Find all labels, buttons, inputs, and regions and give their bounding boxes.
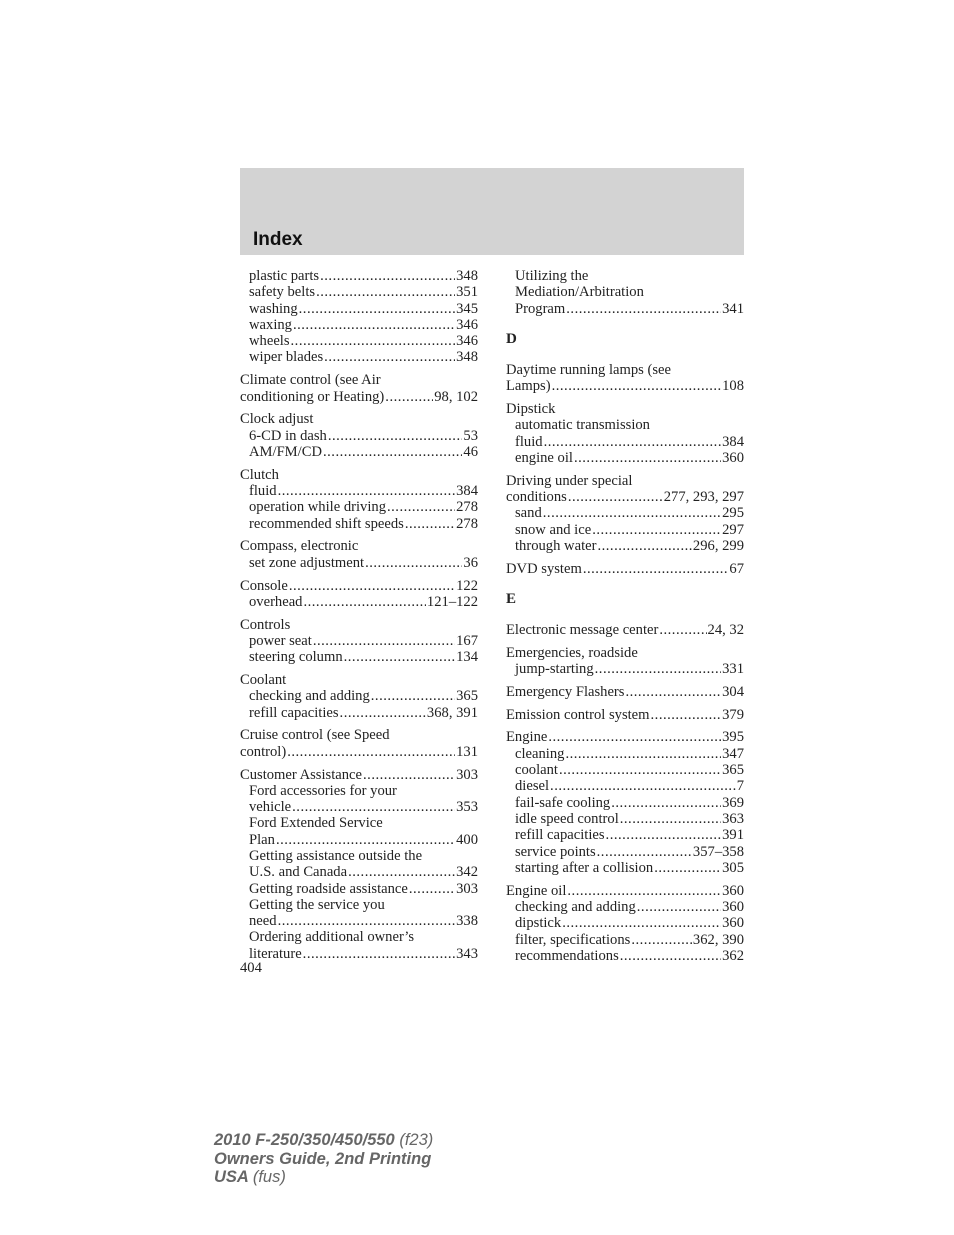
page-number: 404 [240, 960, 262, 976]
index-entry-line [506, 883, 744, 899]
entry-page-ref: 24, 32 [707, 621, 744, 638]
index-entry-line [506, 729, 744, 745]
entry-page-ref: 346 [456, 333, 478, 350]
entry-term: Ordering additional owner’s [249, 929, 415, 946]
entry-page-ref: 296, 299 [692, 537, 744, 554]
dot-leader [365, 555, 462, 571]
entry-term: jump-starting [515, 661, 594, 678]
dot-leader [583, 561, 729, 577]
footer-line-2: Owners Guide, 2nd Printing [214, 1149, 432, 1168]
entry-page-ref: 395 [722, 729, 744, 746]
entry-term: Getting roadside assistance [249, 880, 408, 897]
dot-leader [611, 795, 721, 811]
entry-term: cleaning [515, 745, 565, 762]
dot-leader [631, 932, 692, 948]
entry-term: Emergencies, roadside [506, 644, 638, 661]
index-entry [240, 411, 478, 460]
index-column-left [240, 268, 478, 969]
index-entry-line [240, 672, 478, 688]
index-entry [506, 622, 744, 638]
entry-page-ref: 348 [456, 349, 478, 366]
entry-page-ref: 345 [456, 300, 478, 317]
entry-term: vehicle [249, 799, 292, 816]
index-subentry-line [240, 268, 478, 284]
dot-leader [567, 883, 721, 899]
index-entry [240, 727, 478, 760]
entry-term: waxing [249, 316, 292, 333]
index-subentry-line [506, 899, 744, 915]
index-subentry-line [240, 649, 478, 665]
dot-leader [550, 778, 736, 794]
entry-term: refill capacities [249, 704, 339, 721]
index-entry-line [506, 561, 744, 577]
index-subentry-line [240, 594, 478, 610]
entry-page-ref: 362 [722, 947, 744, 964]
index-subentry-line [240, 633, 478, 649]
index-entry-line [240, 538, 478, 554]
entry-term: Mediation/Arbitration [515, 284, 644, 301]
entry-term: U.S. and Canada [249, 864, 348, 881]
dot-leader [597, 844, 692, 860]
entry-term: Dipstick [506, 400, 556, 417]
index-entry [240, 578, 478, 611]
entry-term: Coolant [240, 672, 287, 689]
entry-page-ref: 351 [456, 284, 478, 301]
section-letter: E [506, 590, 517, 607]
entry-term: Clutch [240, 466, 279, 483]
dot-leader [544, 434, 722, 450]
index-subentry-line [240, 555, 478, 571]
dot-leader [303, 946, 455, 962]
dot-leader [287, 744, 455, 760]
entry-term: engine oil [515, 449, 573, 466]
index-entry [506, 268, 744, 317]
index-subentry-line [506, 434, 744, 450]
index-subentry-line [506, 284, 744, 300]
index-entry [506, 707, 744, 723]
index-subentry-line [240, 799, 478, 815]
entry-term: checking and adding [515, 898, 636, 915]
dot-leader [385, 389, 433, 405]
entry-term: fail-safe cooling [515, 794, 611, 811]
entry-term: literature [249, 945, 302, 962]
index-entry-line [506, 401, 744, 417]
dot-leader [278, 913, 456, 929]
entry-term: Emergency Flashers [506, 683, 625, 700]
index-subentry-line [506, 860, 744, 876]
dot-leader [348, 864, 455, 880]
index-subentry-line [240, 688, 478, 704]
entry-term: diesel [515, 778, 550, 795]
dot-leader [654, 860, 721, 876]
entry-term: recommended shift speeds [249, 515, 404, 532]
entry-term: fluid [515, 433, 543, 450]
index-entry [506, 883, 744, 964]
index-subentry-line [240, 499, 478, 515]
index-subentry-line [240, 783, 478, 799]
index-subentry-line [240, 483, 478, 499]
entry-page-ref: 295 [722, 505, 744, 522]
entry-page-ref: 384 [722, 433, 744, 450]
entry-term: control) [240, 743, 287, 760]
entry-term: Compass, electronic [240, 538, 359, 555]
dot-leader [651, 707, 722, 723]
entry-term: safety belts [249, 284, 316, 301]
entry-page-ref: 379 [722, 706, 744, 723]
entry-term: Cruise control (see Speed [240, 727, 390, 744]
entry-term: Emission control system [506, 706, 650, 723]
entry-term: Console [240, 577, 288, 594]
entry-term: checking and adding [249, 688, 370, 705]
dot-leader [606, 827, 722, 843]
index-subentry-line [240, 705, 478, 721]
index-entry-line [240, 744, 478, 760]
entry-page-ref: 331 [722, 661, 744, 678]
entry-term: operation while driving [249, 499, 386, 516]
index-subentry-line [240, 317, 478, 333]
index-subentry-line [506, 505, 744, 521]
document-footer [214, 1131, 433, 1187]
entry-page-ref: 346 [456, 316, 478, 333]
dot-leader [371, 688, 455, 704]
dot-leader [559, 762, 721, 778]
entry-page-ref: 303 [456, 766, 478, 783]
entry-page-ref: 121–122 [426, 593, 478, 610]
index-subentry-line [240, 428, 478, 444]
entry-term: wiper blades [249, 349, 324, 366]
entry-term: snow and ice [515, 521, 592, 538]
entry-term: Getting the service you [249, 896, 385, 913]
index-subentry-line [240, 864, 478, 880]
index-entry-line [240, 578, 478, 594]
entry-page-ref: 305 [722, 859, 744, 876]
entry-page-ref: 360 [722, 449, 744, 466]
dot-leader [323, 444, 462, 460]
entry-page-ref: 391 [722, 827, 744, 844]
entry-page-ref: 360 [722, 898, 744, 915]
index-subentry-line [240, 516, 478, 532]
index-entry-line [506, 707, 744, 723]
entry-page-ref: 343 [456, 945, 478, 962]
entry-page-ref: 278 [456, 515, 478, 532]
dot-leader [574, 450, 721, 466]
dot-leader [568, 489, 663, 505]
entry-page-ref: 303 [456, 880, 478, 897]
index-subentry-line [240, 848, 478, 864]
entry-term: power seat [249, 632, 312, 649]
entry-term: Driving under special [506, 472, 633, 489]
index-entry-line [240, 411, 478, 427]
entry-term: washing [249, 300, 298, 317]
entry-page-ref: 360 [722, 882, 744, 899]
index-subentry-line [506, 948, 744, 964]
entry-term: sand [515, 505, 542, 522]
dot-leader [409, 881, 455, 897]
index-entry [240, 372, 478, 405]
entry-term: Controls [240, 616, 291, 633]
footer-line-1 [214, 1131, 433, 1150]
dot-leader [328, 428, 463, 444]
entry-term: idle speed control [515, 810, 619, 827]
entry-page-ref: 53 [463, 427, 478, 444]
index-subentry-line [240, 301, 478, 317]
dot-leader [324, 349, 455, 365]
entry-term: dipstick [515, 915, 562, 932]
dot-leader [592, 522, 721, 538]
entry-page-ref: 347 [722, 745, 744, 762]
index-subentry-line [506, 538, 744, 554]
entry-term: fluid [249, 483, 277, 500]
section-letter: D [506, 330, 517, 347]
index-entry-line [506, 645, 744, 661]
entry-term: Electronic message center [506, 621, 659, 638]
dot-leader [548, 729, 721, 745]
entry-page-ref: 277, 293, 297 [663, 488, 744, 505]
entry-term: conditioning or Heating) [240, 388, 385, 405]
entry-page-ref: 365 [456, 688, 478, 705]
index-subentry-line [506, 746, 744, 762]
dot-leader [303, 594, 425, 610]
index-entry-line [506, 684, 744, 700]
entry-page-ref: 108 [722, 378, 744, 395]
dot-leader [344, 649, 455, 665]
entry-page-ref: 357–358 [692, 843, 744, 860]
dot-leader [566, 301, 721, 317]
entry-page-ref: 131 [456, 743, 478, 760]
entry-term: automatic transmission [515, 417, 650, 434]
index-subentry-line [240, 832, 478, 848]
index-subentry-line [506, 522, 744, 538]
index-entry [240, 538, 478, 571]
index-subentry-line [506, 450, 744, 466]
dot-leader [597, 538, 691, 554]
entry-page-ref: 46 [463, 443, 478, 460]
entry-page-ref: 297 [722, 521, 744, 538]
index-entry [506, 645, 744, 678]
entry-term: Lamps) [506, 378, 551, 395]
index-subentry-line [240, 946, 478, 962]
index-entry [506, 362, 744, 395]
entry-term: Ford Extended Service [249, 815, 383, 832]
entry-page-ref: 67 [729, 560, 744, 577]
dot-leader [387, 499, 455, 515]
entry-page-ref: 338 [456, 913, 478, 930]
entry-term: starting after a collision [515, 859, 654, 876]
entry-page-ref: 384 [456, 483, 478, 500]
dot-leader [620, 948, 721, 964]
index-subentry-line [506, 301, 744, 317]
entry-page-ref: 278 [456, 499, 478, 516]
index-subentry-line [506, 762, 744, 778]
index-subentry-line [506, 417, 744, 433]
entry-term: wheels [249, 333, 290, 350]
index-header-band [240, 168, 744, 255]
index-subentry-line [506, 661, 744, 677]
index-entry [506, 473, 744, 554]
index-entry [506, 561, 744, 577]
entry-term: Utilizing the [515, 268, 589, 284]
entry-term: 6-CD in dash [249, 427, 327, 444]
index-subentry-line [506, 915, 744, 931]
dot-leader [316, 284, 455, 300]
index-subentry-line [240, 349, 478, 365]
entry-page-ref: 368, 391 [426, 704, 478, 721]
entry-term: DVD system [506, 560, 582, 577]
entry-page-ref: 36 [463, 554, 478, 571]
entry-term: Engine oil [506, 882, 567, 899]
entry-page-ref: 304 [722, 683, 744, 700]
index-subentry-line [240, 284, 478, 300]
dot-leader [659, 622, 706, 638]
entry-term: service points [515, 843, 596, 860]
index-subentry-line [240, 929, 478, 945]
index-entry-line [506, 378, 744, 394]
index-subentry-line [506, 795, 744, 811]
index-entry [240, 268, 478, 366]
dot-leader [565, 746, 721, 762]
index-entry [506, 684, 744, 700]
entry-page-ref: 342 [456, 864, 478, 881]
index-entry-line [240, 389, 478, 405]
index-entry [240, 617, 478, 666]
dot-leader [363, 767, 455, 783]
entry-term: Engine [506, 729, 548, 746]
entry-term: set zone adjustment [249, 554, 365, 571]
dot-leader [320, 268, 455, 284]
index-entry-line [240, 767, 478, 783]
dot-leader [405, 516, 455, 532]
dot-leader [291, 333, 456, 349]
entry-page-ref: 348 [456, 268, 478, 284]
entry-page-ref: 365 [722, 762, 744, 779]
dot-leader [637, 899, 721, 915]
page-title: Index [253, 229, 303, 250]
entry-page-ref: 167 [456, 632, 478, 649]
index-subentry-line [240, 913, 478, 929]
index-entry-line [506, 473, 744, 489]
dot-leader [595, 661, 721, 677]
index-entry-line [240, 372, 478, 388]
entry-page-ref: 122 [456, 577, 478, 594]
entry-term: coolant [515, 762, 558, 779]
footer-model: 2010 F-250/350/450/550 [214, 1131, 395, 1149]
index-subentry-line [240, 815, 478, 831]
entry-page-ref: 7 [736, 778, 744, 795]
entry-term: plastic parts [249, 268, 320, 284]
dot-leader [293, 317, 455, 333]
index-subentry-line [240, 881, 478, 897]
entry-term: Clock adjust [240, 411, 314, 428]
index-subentry-line [240, 444, 478, 460]
index-entry [240, 467, 478, 532]
dot-leader [543, 505, 721, 521]
footer-model-code: (f23) [399, 1131, 434, 1149]
entry-page-ref: 353 [456, 799, 478, 816]
dot-leader [552, 378, 722, 394]
dot-leader [278, 483, 456, 499]
dot-leader [276, 832, 455, 848]
index-entry-line [240, 727, 478, 743]
entry-term: Plan [249, 831, 275, 848]
entry-term: through water [515, 537, 597, 554]
footer-line-3 [214, 1168, 433, 1187]
entry-page-ref: 341 [722, 300, 744, 317]
index-entry [240, 672, 478, 721]
index-subentry-line [506, 811, 744, 827]
entry-page-ref: 360 [722, 915, 744, 932]
entry-term: need [249, 913, 277, 930]
index-subentry-line [506, 827, 744, 843]
entry-term: filter, specifications [515, 931, 631, 948]
index-entry [506, 401, 744, 466]
dot-leader [313, 633, 455, 649]
index-subentry-line [506, 844, 744, 860]
entry-term: recommendations [515, 947, 619, 964]
entry-term: steering column [249, 649, 343, 666]
index-subentry-line [506, 778, 744, 794]
dot-leader [625, 684, 721, 700]
index-entry-line [240, 467, 478, 483]
entry-term: conditions [506, 488, 567, 505]
index-subentry-line [506, 932, 744, 948]
entry-term: AM/FM/CD [249, 443, 322, 460]
entry-page-ref: 134 [456, 649, 478, 666]
dot-leader [299, 301, 455, 317]
footer-market: USA [214, 1168, 249, 1186]
entry-page-ref: 369 [722, 794, 744, 811]
index-subentry-line [240, 333, 478, 349]
index-entry-line [506, 362, 744, 378]
index-subentry-line [506, 268, 744, 284]
entry-term: Climate control (see Air [240, 372, 381, 389]
index-subentry-line [240, 897, 478, 913]
entry-term: Program [515, 300, 566, 317]
dot-leader [289, 578, 455, 594]
entry-term: Ford accessories for your [249, 782, 397, 799]
footer-market-code: (fus) [252, 1168, 286, 1186]
entry-term: Daytime running lamps (see [506, 361, 671, 378]
entry-term: Getting assistance outside the [249, 848, 423, 864]
entry-page-ref: 98, 102 [434, 388, 478, 405]
dot-leader [292, 799, 455, 815]
entry-term: Customer Assistance [240, 766, 363, 783]
dot-leader [620, 811, 721, 827]
index-column-right [506, 268, 744, 971]
index-entry [240, 767, 478, 963]
entry-page-ref: 400 [456, 831, 478, 848]
index-entry-line [506, 622, 744, 638]
index-entry-line [240, 617, 478, 633]
dot-leader [340, 705, 426, 721]
index-entry-line [506, 489, 744, 505]
entry-page-ref: 363 [722, 810, 744, 827]
dot-leader [562, 915, 721, 931]
entry-term: overhead [249, 593, 303, 610]
entry-term: refill capacities [515, 827, 605, 844]
entry-page-ref: 362, 390 [692, 931, 744, 948]
index-entry [506, 729, 744, 876]
